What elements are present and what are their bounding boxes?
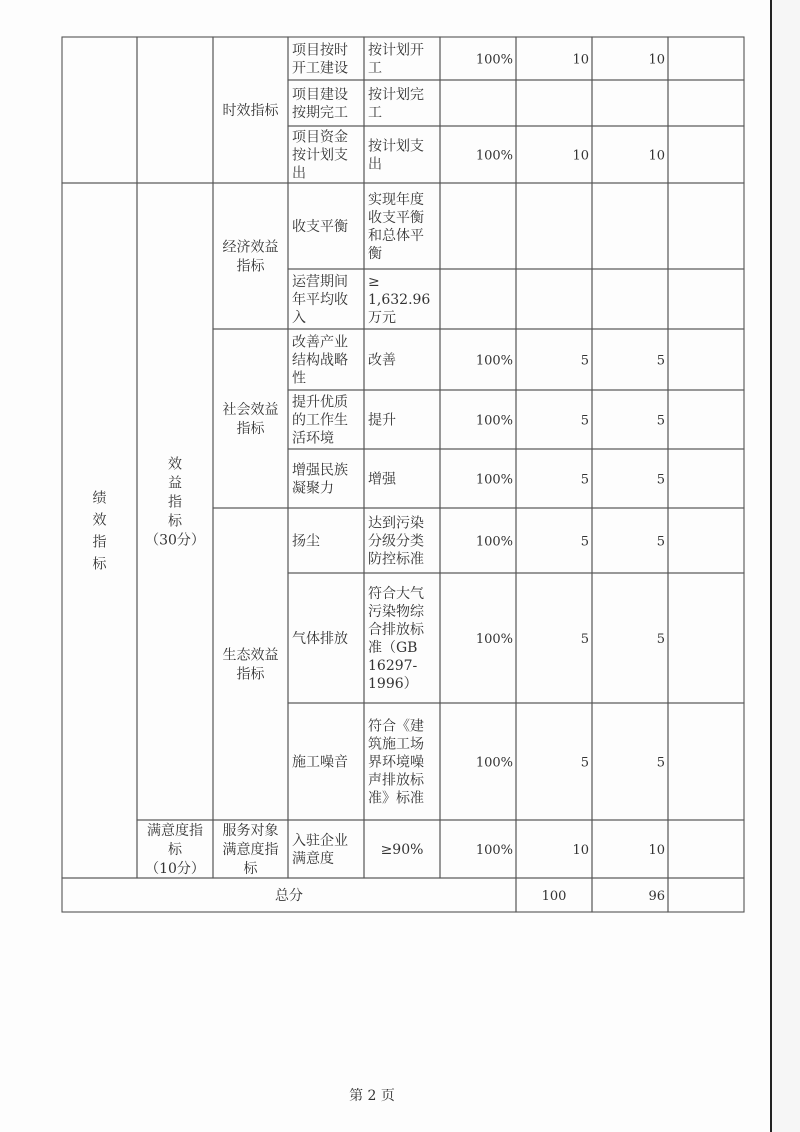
row-8-indicator: 扬尘 xyxy=(292,533,320,550)
row-9-score: 5 xyxy=(656,632,665,647)
row-7-target: 增强 xyxy=(368,471,396,488)
total-label: 总分 xyxy=(275,888,303,904)
row-3-l3-text: 经济效益指标 xyxy=(222,239,279,275)
total-score: 96 xyxy=(648,889,665,904)
row-10-completion: 100% xyxy=(475,755,513,771)
row-5-weight: 5 xyxy=(580,353,589,369)
row-0-weight: 10 xyxy=(572,52,589,68)
row-3-target: 实现年度收支平衡和总体平衡 xyxy=(368,192,424,262)
row-8-l3-text: 生态效益指标 xyxy=(222,647,279,683)
row-5-indicator: 改善产业结构战略性 xyxy=(292,334,348,387)
row-8-score: 5 xyxy=(656,534,665,550)
row-10-score: 5 xyxy=(656,755,665,771)
row-6-completion: 100% xyxy=(475,413,513,429)
row-9-indicator: 气体排放 xyxy=(292,631,348,647)
row-0-indicator: 项目按时开工建设 xyxy=(292,42,348,77)
row-5-score: 5 xyxy=(656,353,665,369)
row-8-target: 达到污染分级分类防控标准 xyxy=(368,515,424,568)
page-number: 第 2 页 xyxy=(349,1088,395,1104)
row-11-l3-text: 服务对象满意度指标 xyxy=(222,823,279,877)
row-5-l3-text: 社会效益指标 xyxy=(222,402,279,437)
total-weight: 100 xyxy=(541,889,567,904)
row-2-completion: 100% xyxy=(475,148,513,164)
row-4-indicator: 运营期间年平均收入 xyxy=(292,274,348,326)
row-2-target: 按计划支出 xyxy=(368,138,424,173)
row-11-weight: 10 xyxy=(572,843,589,858)
row-1-target: 按计划完工 xyxy=(368,87,424,121)
row-6-target: 提升 xyxy=(368,412,396,429)
row-0-target: 按计划开工 xyxy=(368,42,424,77)
row-2-weight: 10 xyxy=(572,148,589,164)
row-3-l1-text: 绩效指标 xyxy=(92,490,107,573)
row-9-weight: 5 xyxy=(580,632,589,647)
row-0-score: 10 xyxy=(648,52,665,68)
row-2-indicator: 项目资金按计划支出 xyxy=(292,129,348,182)
row-0-completion: 100% xyxy=(475,52,513,68)
row-5-completion: 100% xyxy=(475,353,513,369)
row-5-target: 改善 xyxy=(368,352,396,369)
row-3-indicator: 收支平衡 xyxy=(292,219,348,235)
row-7-score: 5 xyxy=(656,472,665,488)
row-6-weight: 5 xyxy=(580,413,589,429)
row-7-weight: 5 xyxy=(580,472,589,488)
row-7-completion: 100% xyxy=(475,472,513,488)
row-1-indicator: 项目建设按期完工 xyxy=(292,87,348,121)
row-11-completion: 100% xyxy=(475,843,513,858)
row-11-target: ≥90% xyxy=(380,842,424,858)
row-8-weight: 5 xyxy=(580,534,589,550)
row-4-target: ≥ 1,632.96 万元 xyxy=(368,274,431,326)
row-6-score: 5 xyxy=(656,413,665,429)
row-7-indicator: 增强民族凝聚力 xyxy=(292,462,348,497)
row-6-indicator: 提升优质的工作生活环境 xyxy=(292,394,348,447)
row-11-score: 10 xyxy=(648,843,665,858)
row-3-l2-text: 效益指标（30分） xyxy=(145,456,205,549)
row-10-indicator: 施工噪音 xyxy=(292,754,348,771)
row-9-target: 符合大气污染物综合排放标准（GB 16297-1996） xyxy=(368,586,424,692)
row-2-score: 10 xyxy=(648,148,665,164)
row-8-completion: 100% xyxy=(475,534,513,550)
row-11-indicator: 入驻企业满意度 xyxy=(292,833,348,867)
row-9-completion: 100% xyxy=(475,632,513,647)
row-10-target: 符合《建筑施工场界环境噪声排放标准》标准 xyxy=(368,718,424,807)
row-0-l3-text: 时效指标 xyxy=(222,103,279,119)
row-10-weight: 5 xyxy=(580,755,589,771)
scan-margin xyxy=(770,0,800,1132)
row-11-l2-text: 满意度指标（10分） xyxy=(145,823,205,877)
